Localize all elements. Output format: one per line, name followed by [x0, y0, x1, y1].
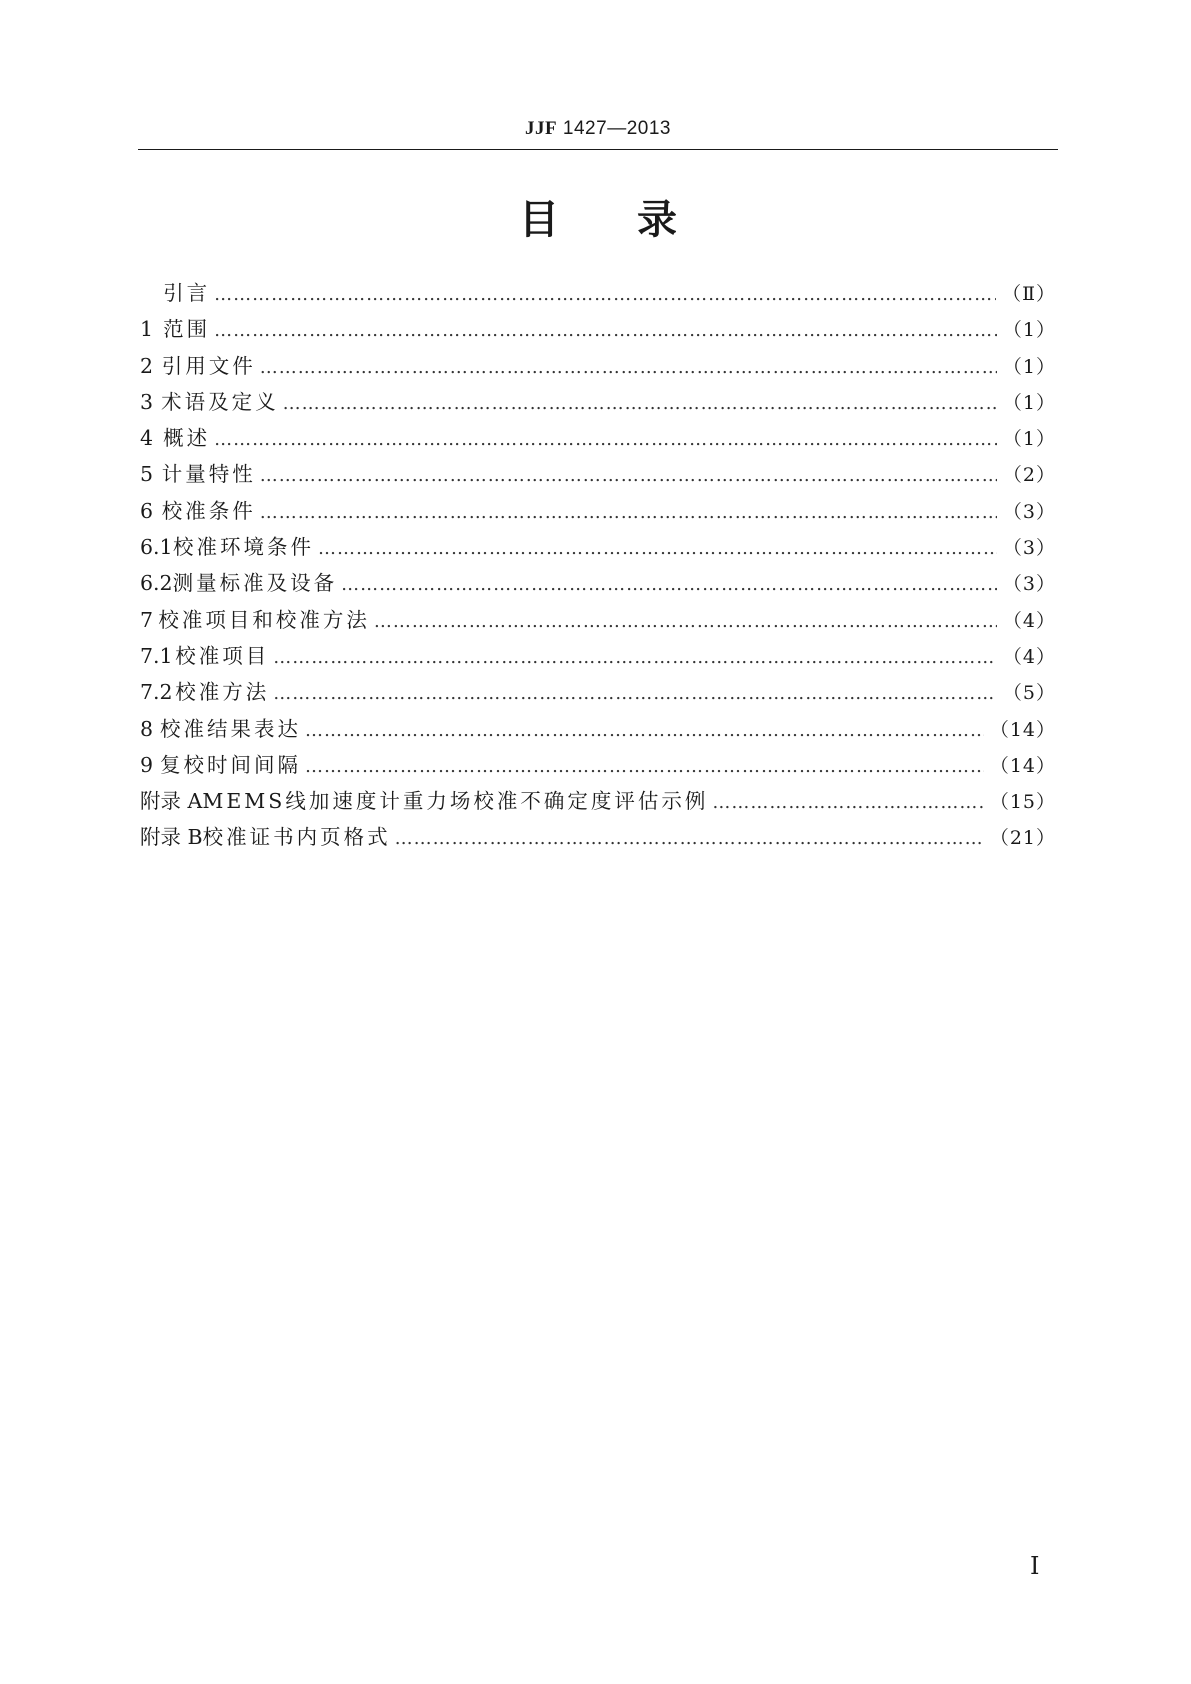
toc-leader-dots	[374, 611, 997, 632]
toc-leader-dots	[260, 465, 997, 486]
toc-entry-number: 附录 B	[140, 825, 203, 850]
toc-leader-dots	[260, 502, 997, 523]
toc-entry[interactable]	[140, 712, 1056, 748]
toc-entry-label: 校准环境条件	[173, 535, 315, 560]
toc-entry-label: 概述	[163, 426, 211, 451]
toc-entry[interactable]	[140, 385, 1056, 421]
toc-entry-number: 2	[140, 353, 154, 378]
toc-entry-label: 校准项目	[175, 643, 270, 668]
toc-entry-number: 6.2	[140, 571, 173, 596]
toc-entry-number: 7	[140, 607, 154, 632]
title-char-1: 目	[519, 197, 559, 243]
toc-entry-number: 6.1	[140, 535, 173, 560]
standard-prefix: JJF	[525, 118, 558, 139]
toc-entry[interactable]	[140, 494, 1056, 530]
toc-entry-page: （3）	[1002, 537, 1056, 560]
toc-entry-number: 6	[140, 498, 154, 523]
toc-entry-number: 4	[140, 426, 154, 451]
page-title	[138, 196, 1058, 244]
table-of-contents	[140, 276, 1056, 857]
toc-entry[interactable]	[140, 530, 1056, 566]
toc-entry-number: 1	[140, 317, 154, 342]
toc-entry[interactable]	[140, 349, 1056, 385]
toc-entry-number: 7.1	[140, 643, 173, 668]
toc-entry[interactable]	[140, 457, 1056, 493]
toc-entry-number: 8	[140, 716, 154, 741]
toc-entry[interactable]	[140, 675, 1056, 711]
toc-entry-number: 3	[140, 389, 154, 414]
toc-entry-label: 引用文件	[161, 353, 256, 378]
toc-entry[interactable]	[140, 312, 1056, 348]
toc-leader-dots	[214, 320, 997, 341]
toc-entry-label: 引言	[163, 281, 211, 305]
toc-entry[interactable]	[140, 603, 1056, 639]
toc-entry[interactable]	[140, 820, 1056, 856]
toc-entry-page: （5）	[1002, 682, 1056, 705]
toc-leader-dots	[341, 574, 997, 595]
toc-entry-label: 校准条件	[161, 498, 256, 523]
toc-entry-label: 测量标准及设备	[172, 571, 338, 596]
toc-entry-page: （15）	[989, 791, 1056, 814]
header-rule	[138, 149, 1058, 150]
toc-entry-page: （1）	[1002, 428, 1056, 451]
toc-entry[interactable]	[140, 639, 1056, 675]
standard-code: 1427—2013	[562, 118, 671, 139]
toc-entry-label: 范围	[163, 317, 211, 342]
toc-leader-dots	[283, 393, 997, 414]
toc-entry-page: （1）	[1002, 391, 1056, 414]
toc-leader-dots	[273, 647, 997, 668]
toc-entry[interactable]	[140, 421, 1056, 457]
toc-leader-dots	[712, 792, 983, 813]
toc-entry-label: 校准结果表达	[160, 716, 302, 741]
toc-entry-page: （21）	[989, 827, 1056, 850]
toc-entry-label: 校准证书内页格式	[202, 825, 391, 850]
title-char-2: 录	[637, 197, 677, 243]
toc-leader-dots	[305, 720, 984, 741]
toc-entry-page: （2）	[1002, 464, 1056, 487]
toc-leader-dots	[395, 828, 984, 849]
toc-leader-dots	[273, 683, 997, 704]
toc-leader-dots	[305, 756, 984, 777]
toc-entry-page: （14）	[989, 718, 1056, 741]
toc-entry-number: 7.2	[140, 680, 173, 705]
toc-entry-label: 计量特性	[161, 462, 256, 487]
toc-entry-number: 5	[140, 462, 154, 487]
page-number: Ⅰ	[1030, 1552, 1040, 1580]
toc-entry[interactable]	[140, 748, 1056, 784]
toc-entry-label: 校准方法	[175, 680, 270, 705]
toc-entry-label: 校准项目和校准方法	[158, 607, 370, 632]
toc-entry-label: MEMS线加速度计重力场校准不确定度评估示例	[202, 789, 709, 814]
toc-entry-number: 附录 A	[140, 789, 203, 814]
toc-leader-dots	[318, 538, 997, 559]
toc-entry[interactable]	[140, 784, 1056, 820]
toc-entry[interactable]	[140, 566, 1056, 602]
toc-leader-dots	[214, 284, 996, 305]
toc-leader-dots	[260, 357, 997, 378]
toc-entry-page: （14）	[989, 754, 1056, 777]
toc-entry-label: 术语及定义	[161, 389, 279, 414]
toc-entry-page: （4）	[1002, 609, 1056, 632]
toc-entry-label: 复校时间间隔	[160, 752, 302, 777]
toc-entry-page: （4）	[1002, 645, 1056, 668]
toc-entry[interactable]	[140, 276, 1056, 312]
toc-entry-page: （3）	[1002, 573, 1056, 596]
toc-entry-page: （Ⅱ）	[1002, 283, 1056, 305]
toc-leader-dots	[214, 429, 997, 450]
toc-entry-page: （1）	[1002, 355, 1056, 378]
toc-entry-number: 9	[140, 752, 154, 777]
toc-entry-page: （1）	[1002, 319, 1056, 342]
document-header	[138, 118, 1058, 140]
toc-entry-page: （3）	[1002, 500, 1056, 523]
